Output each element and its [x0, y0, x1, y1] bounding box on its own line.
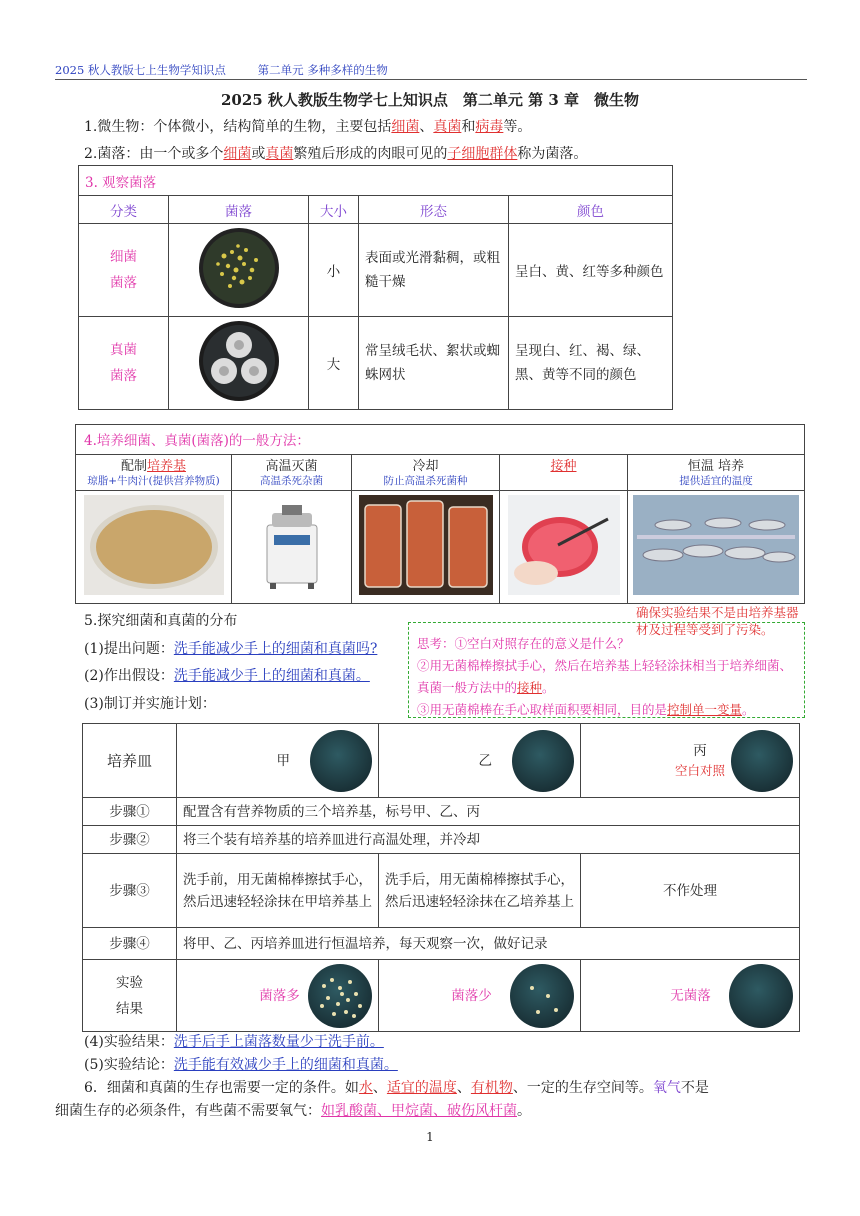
hypothesis: (2)作出假设：洗手能减少手上的细菌和真菌。 — [84, 668, 370, 684]
control-note: 确保实验结果不是由培养基器材及过程等受到了污染。 — [636, 605, 799, 637]
table-row: 步骤② 将三个装有培养基的培养皿进行高温处理，并冷却 — [83, 826, 800, 854]
header-divider — [55, 79, 807, 80]
observe-heading: 3. 观察菌落 — [79, 166, 673, 196]
cooling-dishes-image — [359, 495, 493, 595]
header-left: 2025 秋人教版七上生物学知识点 — [55, 63, 226, 77]
table-row: 培养皿 甲 乙 丙 空白对照 — [83, 724, 800, 798]
fill-bacteria: 细菌 — [391, 119, 420, 135]
autoclave-image — [242, 495, 342, 595]
dish-jia-image — [310, 730, 372, 792]
table-row: 步骤① 配置含有营养物质的三个培养基，标号甲、乙、丙 — [83, 798, 800, 826]
fungi-colony-image — [194, 319, 284, 403]
think-box: 思考：①空白对照存在的意义是什么？ ②用无菌棉棒擦拭手心，然后在培养基上轻轻涂抹相当于培养细菌、真菌一般方法中的接种。 ③用无菌棉棒在手心取样面积要相同，目的是控制单一变量。 — [408, 622, 805, 718]
dish-bing-image — [731, 730, 793, 792]
question: (1)提出问题：洗手能减少手上的细菌和真菌吗? — [84, 641, 378, 657]
page-number: 1 — [426, 1130, 434, 1144]
explore-heading: 5.探究细菌和真菌的分布 — [84, 613, 238, 629]
result-few-colonies — [510, 964, 574, 1028]
header-right: 第二单元 多种多样的生物 — [257, 63, 388, 77]
observe-colony-table: 3. 观察菌落 分类 菌落 大小 形态 颜色 细菌 菌落 小 表面或光滑黏稠，或粗糙干燥 呈白、黄、红等多种颜色 真菌 菌落 大 常呈绒毛状、絮状或蜘蛛网状 呈现白、红、褐、绿、黑、黄等不同的颜色 — [78, 165, 673, 410]
experiment-plan-table — [82, 723, 800, 1032]
table-row: 步骤③ 洗手前，用无菌棉棒擦拭手心，然后迅速轻轻涂抹在甲培养基上 洗手后，用无菌棉棒擦拭手心，然后迅速轻轻涂抹在乙培养基上 不作处理 — [83, 854, 800, 928]
fill-virus: 病毒 — [475, 119, 504, 135]
para-2: 2.菌落：由一个或多个细菌或真菌繁殖后形成的肉眼可见的子细胞群体称为菌落。 — [84, 146, 588, 162]
table-row: 真菌 菌落 大 常呈绒毛状、絮状或蜘蛛网状 呈现白、红、褐、绿、黑、黄等不同的颜色 — [79, 317, 673, 410]
result-no-colonies — [729, 964, 793, 1028]
table-row: 步骤④ 将甲、乙、丙培养皿进行恒温培养，每天观察一次，做好记录 — [83, 928, 800, 960]
bacteria-colony-image — [194, 226, 284, 310]
para-6-line2: 细菌生存的必须条件，有些菌不需要氧气：如乳酸菌、甲烷菌、破伤风杆菌。 — [55, 1103, 531, 1119]
table-row: 细菌 菌落 小 表面或光滑黏稠，或粗糙干燥 呈白、黄、红等多种颜色 — [79, 224, 673, 317]
fill-fungi: 真菌 — [433, 119, 462, 135]
result-many-colonies — [308, 964, 372, 1028]
page-title: 2025 秋人教版生物学七上知识点 第二单元 第 3 章 微生物 — [220, 91, 640, 109]
plan-heading: (3)制订并实施计划： — [84, 696, 216, 712]
table-row: 实验 结果 菌落多 菌落少 无菌落 — [83, 960, 800, 1032]
incubator-image — [633, 495, 799, 595]
culture-method-table: 4.培养细菌、真菌(菌落)的一般方法： 配制培养基 琼脂+牛肉汁(提供营养物质) 高温灭菌 高温杀死杂菌 冷却 防止高温杀死菌种 接种 恒温 培养 提供适宜的温度 — [75, 424, 805, 604]
dish-yi-image — [512, 730, 574, 792]
page-header — [55, 62, 416, 78]
experiment-result: (4)实验结果：洗手后手上菌落数量少于洗手前。 — [84, 1034, 384, 1050]
inoculation-image — [508, 495, 620, 595]
culture-heading: 4.培养细菌、真菌(菌落)的一般方法： — [76, 425, 805, 455]
para-1: 1.微生物：个体微小，结构简单的生物，主要包括细菌、真菌和病毒等。 — [84, 119, 532, 135]
experiment-conclusion: (5)实验结论：洗手能有效减少手上的细菌和真菌。 — [84, 1057, 398, 1073]
medium-plate-image — [84, 495, 224, 595]
para-6-line1: 6．细菌和真菌的生存也需要一定的条件。如水、适宜的温度、有机物、一定的生存空间等。氧气不是 — [84, 1080, 709, 1096]
